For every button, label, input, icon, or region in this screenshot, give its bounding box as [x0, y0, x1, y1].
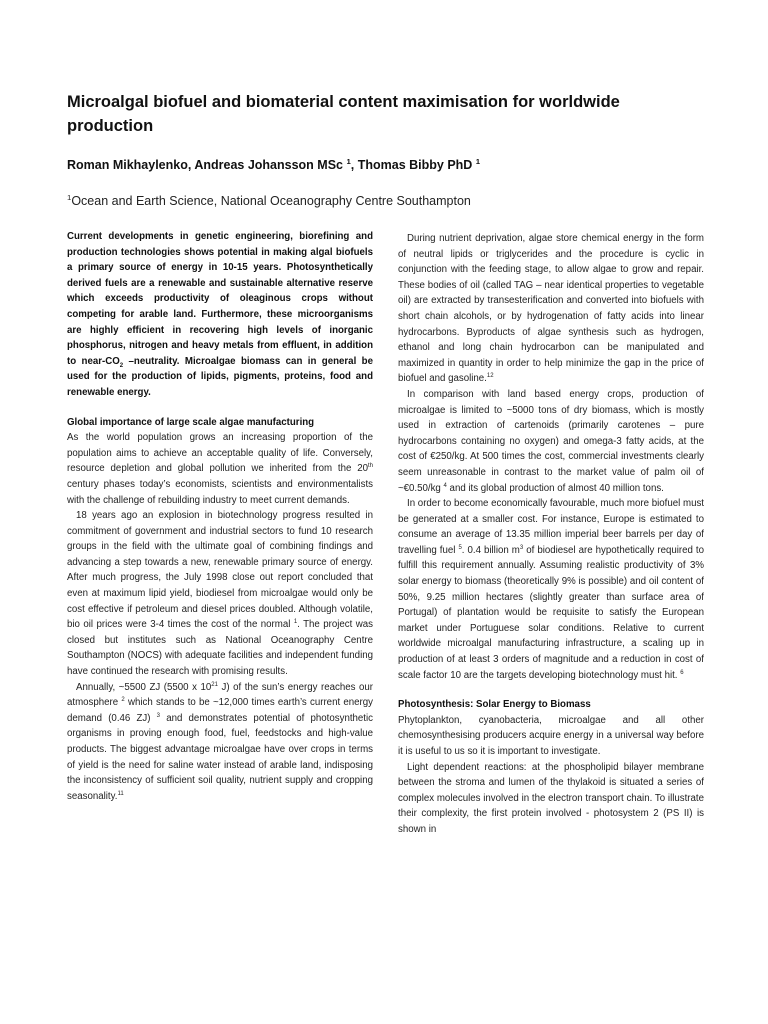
paragraph-text: . 0.4 billion m: [461, 544, 520, 556]
paragraph-text: In comparison with land based energy crops, production of microalgae is limited to ~5000 tons of dry biomass, which is mostly used in extraction of cartenoids (primarily carotenes – pure hydrocarbons containing no oxygen) and omega-3 fatty acids, at the cost of €250/kg. At 500 times the cost, commercial investments clearly seem unreasonable in contrast to the market value of palm oil of ~€0.50/kg: [398, 388, 704, 494]
abstract-text: –neutrality. Microalgae biomass can in general be used for the production of lipids, pigments, proteins, food and renewable energy.: [67, 355, 373, 398]
paragraph-text: In order to become economically favourable, much more biofuel must be generated at a smaller cost. For instance, Europe is estimated to consume an average of 13.35 million imperial beer barrels per day of travelling fuel: [398, 498, 704, 556]
paragraph-text: Annually, ~5500 ZJ (5500 x 10: [76, 681, 212, 693]
paragraph: Light dependent reactions: at the phospholipid bilayer membrane between the stroma and lumen of the thylakoid is situated a series of complex molecules involved in the electron transport chain. To illustrate their complexity, the first protein involved - photosystem 2 (PS II) is shown in: [398, 761, 704, 835]
affiliation-mark: 1: [67, 192, 72, 202]
author-names: Roman Mikhaylenko, Andreas Johansson MSc: [67, 158, 347, 172]
section-heading: Photosynthesis: Solar Energy to Biomass: [398, 699, 591, 711]
spacer: [67, 401, 373, 415]
paragraph-text: and demonstrates potential of photosynthetic organisms in proving enough food, fuel, feedstocks and high-value products. The biggest advantage microalgae have over crops in terms of yield is the need for saline water instead of arable land, indisposing the inconsistency of sufficient soil quality, nutrient supply and cropping seasonality.: [67, 712, 373, 802]
spacer: [398, 683, 704, 697]
paragraph-text: . The project was closed but institutes such as National Oceanography Centre Southampton (NOCS) with adequate facilities and independent funding have continued the research with promising results.: [67, 619, 373, 678]
paragraph: [67, 680, 373, 805]
paragraph-text: which stands to be ~12,000 times earth’s current energy demand (0.46 ZJ): [67, 697, 373, 724]
citation-mark: 6: [680, 669, 684, 676]
citation-mark: 3: [156, 712, 160, 719]
superscript: 3: [519, 544, 524, 551]
citation-mark: 4: [443, 482, 447, 489]
author-affiliation-mark: 1: [346, 156, 351, 166]
left-column: [67, 229, 373, 804]
author-list: [67, 158, 480, 172]
superscript: th: [367, 463, 373, 470]
citation-mark: 2: [121, 696, 125, 703]
paragraph-text: century phases today’s economists, scientists and environmentalists with the challenge of rebuilding industry to meet current demands.: [67, 478, 373, 506]
paragraph: [398, 496, 704, 683]
author-names: , Thomas Bibby PhD: [350, 158, 476, 172]
citation-mark: 11: [117, 790, 124, 797]
subscript: 2: [119, 362, 124, 369]
abstract-text: Current developments in genetic engineering, biorefining and production technologies shows potential in making algal biofuels a primary source of energy in 10-15 years. Photosynthetically derived fuels are a renewable and sustainable alternative reserve which exceeds productivity of oleaginous crops without competing for arable land. Furthermore, these microorganisms are highly efficient in recovering high levels of inorganic phosphorus, nitrogen and heavy metals from effluent, in addition to near-CO: [67, 231, 373, 367]
author-affiliation-mark: 1: [475, 156, 481, 166]
paragraph: [67, 430, 373, 508]
paragraph: [398, 387, 704, 496]
paragraph-text: J) of the sun’s energy reaches our atmosphere: [67, 681, 373, 709]
right-column: [398, 231, 704, 838]
abstract: [67, 229, 373, 401]
paper-title: Microalgal biofuel and biomaterial content maximisation for worldwide production: [67, 93, 620, 135]
paragraph: [398, 231, 704, 387]
paragraph-text: As the world population grows an increasing proportion of the population aims to achieve an acceptable quality of life. Conversely, resource depletion and global pollution we inherited from the 20: [67, 432, 373, 475]
paragraph: Phytoplankton, cyanobacteria, microalgae and all other chemosynthesising producers acquire energy in a universal way before it is useful to us so it is important to investigate.: [398, 714, 704, 757]
paragraph: [67, 508, 373, 680]
paragraph-text: of biodiesel are hypothetically required to fulfill this requirement annually. Assuming realistic productivity of 3% solar energy to biomass (theoretically 9% is possible) and oil content of 50%, 9.25 million hectares (slightly greater than surface area of Portugal) of plantation would be requisite to satisfy the European market under Portuguese solar conditions. Relative to current worldwide microalgal manufacturing infrastructure, a scaling up in production of at least 3 orders of magnitude and a reduction in cost of scale factor 10 are the targets developing biotechnology must hit.: [398, 544, 704, 681]
paragraph-text: 18 years ago an explosion in biotechnology progress resulted in commitment of government and industrial sectors to fund 10 research groups in the field with the ultimate goal of combining findings and advancing a step towards a new, renewable primary source of energy. After much progress, the July 1998 close out report concluded that even at maximum lipid yield, biodiesel from microalgae would only be cost effective if petroleum and diesel prices doubled. Although volatile, bio oil prices were 3-4 times the cost of the normal: [67, 510, 373, 631]
citation-mark: 12: [486, 373, 494, 380]
paragraph-text: and its global production of almost 40 million tons.: [446, 482, 664, 494]
section-heading: Global importance of large scale algae manufacturing: [67, 416, 315, 428]
superscript: 21: [211, 681, 218, 688]
paragraph-text: During nutrient deprivation, algae store chemical energy in the form of neutral lipids or triglycerides and the procedure is cyclic in conjunction with the feeding stage, to allow algae to grow and repair. These bodies of oil (called TAG – near identical properties to vegetable oil) are extracted by transesterification and converted into biofuels with short chain alcohols, or by hydrogenation of fatty acids into linear hydrocarbons. Byproducts of algae synthesis such as hydrogen, ethanol and long chain hydrocarbon can be manipulated and maximized in quantity in order to help minimize the gap in the price of biofuel and gasoline.: [398, 233, 704, 385]
affiliation: [67, 194, 471, 208]
citation-mark: 1: [293, 619, 298, 626]
citation-mark: 5: [458, 544, 462, 551]
affiliation-text: Ocean and Earth Science, National Oceanography Centre Southampton: [71, 194, 471, 208]
